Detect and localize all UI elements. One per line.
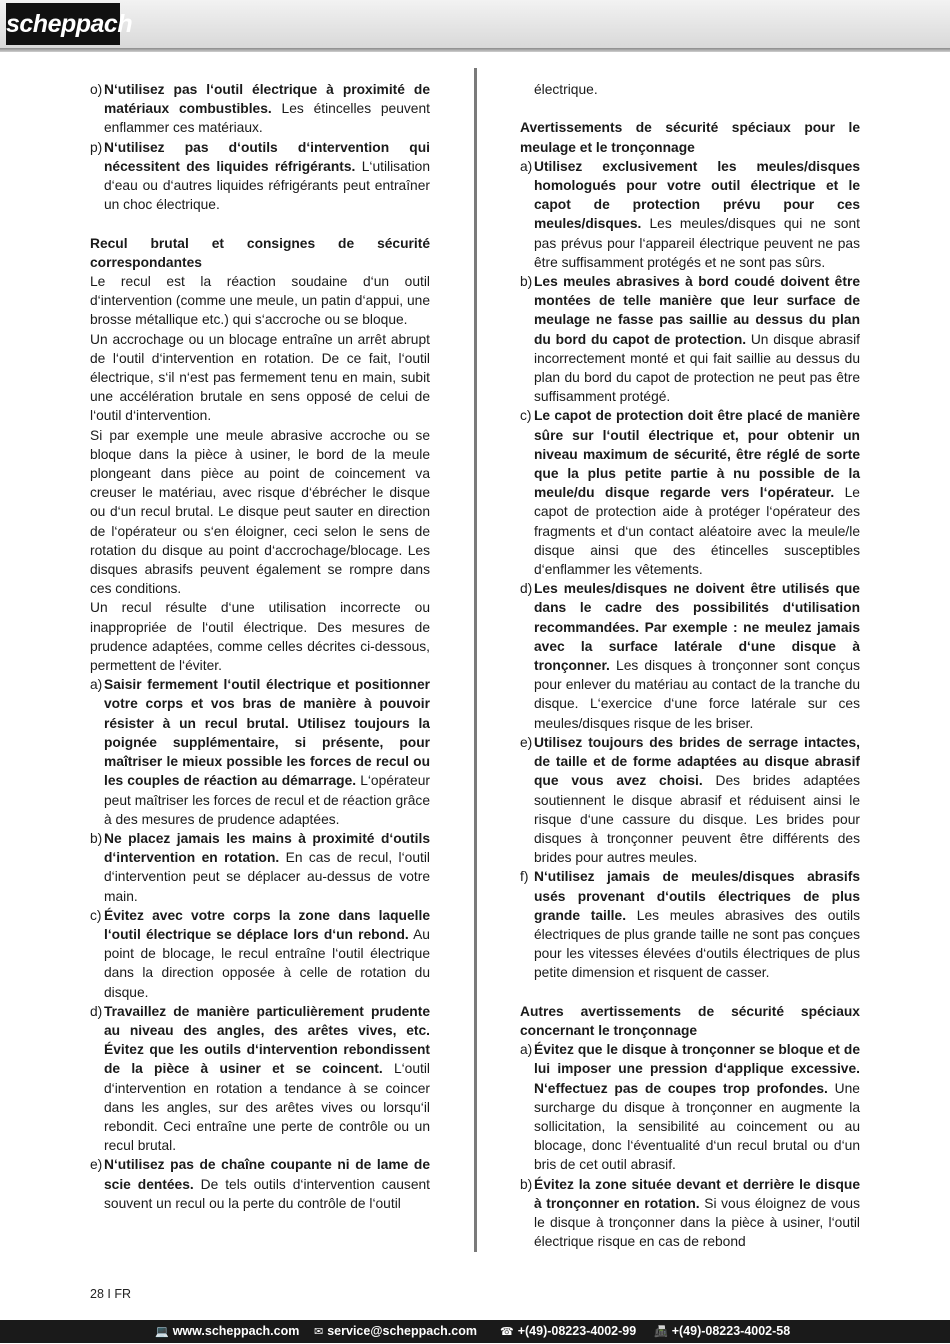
list-item-c [520,406,860,579]
phone-icon: ☎ [500,1326,514,1338]
list-label: e) [520,734,533,750]
item-bold-text: N‘utilisez pas d‘outils d‘intervention qui nécessitent des liquides réfrigérants. [104,139,430,174]
item-bold-text: N‘utilisez jamais de meules/disques abrasifs usés provenant d‘outils électriques de plus grande taille. [534,869,860,923]
item-bold-text: Évitez avec votre corps la zone dans laquelle l‘outil électrique se déplace lors d‘un rebond. [104,907,430,942]
item-bold-text: Les meules abrasives à bord coudé doivent être montées de telle manière que leur surface de meulage ne fasse pas saillie au dessus du plan du bord du capot de protection. [534,274,860,347]
item-text: L‘outil d‘intervention en rotation a tendance à se coincer dans les angles, sur des arêtes vives ou lorsqu‘il rebondit. Ceci entraîne une perte de contrôle ou un recul brutal. [104,1061,430,1154]
list-label: p) [90,139,103,155]
list-label: b) [90,830,103,846]
item-bold-text: N‘utilisez pas l‘outil électrique à proximité de matériaux combustibles. [104,82,430,117]
section-heading-meulage: Avertissements de sécurité spéciaux pour le meulage et le tronçonnage [520,120,860,155]
item-text: Au point de blocage, le recul entraîne l‘outil électrique dans la direction opposée à celle de rotation du disque. [104,926,430,1000]
list-label: a) [90,677,103,693]
footer-email[interactable] [314,1320,477,1344]
item-bold-text: Les meules/disques ne doivent être utilisés que dans le cadre des possibilités d‘utilisation recommandées. Par exemple : ne meulez jamais avec la surface latérale d‘une disque à tronçonner. [534,581,860,674]
list-item-c [90,906,430,1002]
item-text: En cas de recul, l‘outil d‘intervention peut se déplacer au-dessus de votre main. [104,850,430,904]
list-item-d [90,1002,430,1156]
item-text: Les meules abrasives des outils électriques de plus grande taille ne sont pas conçues pour les vitesses élevées d‘outils électriques de plus petite dimension et risquent de casser. [534,907,861,981]
item-bold-text: N‘utilisez pas de chaîne coupante ni de lame de scie dentées. [104,1157,430,1192]
footer-website-text: www.scheppach.com [172,1324,300,1338]
item-text: Si vous éloignez de vous le disque à tronçonner dans la pièce à usiner, l‘outil électrique risque en cas de rebond [534,1195,860,1250]
paragraph: Un recul résulte d‘une utilisation incorrecte ou inappropriée de l‘outil électrique. Des mesures de prudence adaptées, comme celles décrites ci-dessous, permettent de l‘éviter. [90,600,430,674]
continued-text: électrique. [534,82,598,97]
page-number: 28 I FR [90,1287,131,1301]
item-bold-text: Ne placez jamais les mains à proximité d‘outils d‘intervention en rotation. [104,830,430,866]
item-bold-text: Saisir fermement l‘outil électrique et positionner votre corps et vos bras de manière à pouvoir résister à un recul brutal. Utilisez toujours la poignée supplémentaire, si présente, pour maîtriser le mieux possible les forces de recul ou les couples de réaction au démarrage. [104,677,430,789]
list-label: e) [90,1157,103,1173]
left-column [90,80,430,1213]
item-bold-text: Travaillez de manière particulièrement prudente au niveau des angles, des arêtes vives, etc. Évitez que les outils d‘intervention rebondissent de la pièce à usiner et se coincent. [104,1003,430,1077]
item-bold-text: Évitez la zone située devant et derrière le disque à tronçonner en rotation. [534,1176,860,1211]
header-divider [0,48,950,52]
item-text: Le capot de protection aide à protéger l‘opérateur des fragments et d‘un contact aléatoire avec la meule/le disque ainsi que des étincelles susceptibles d‘enflammer les vêtements. [534,485,860,578]
fax-icon: 📠 [654,1326,668,1338]
section-heading-recul: Recul brutal et consignes de sécurité correspondantes [90,235,430,270]
item-text: Les meules/disques qui ne sont pas prévus pour l‘appareil électrique peuvent ne pas être suffisamment protégés et ne sont pas sûrs. [534,216,860,270]
paragraph: Si par exemple une meule abrasive accroche ou se bloque dans la pièce à usiner, le bord de la meule plongeant dans pièce au point de coincement va creuser le matériau, avec risque d‘ébrécher le disque ou d‘un recul brutal. Le disque peut sauter en direction de l‘opérateur ou s‘en éloigner, ceci selon le sens de rotation du disque au point d‘accrochage/blocage. Les disques abrasifs peuvent également se rompre dans ces conditions. [90,427,430,597]
list-item-a [520,157,860,272]
list-item-o [90,80,430,138]
paragraph: Un accrochage ou un blocage entraîne un arrêt abrupt de l‘outil d‘intervention en rotation. De ce fait, l‘outil électrique, s‘il n‘est pas fermement tenu en main, subit une accélération brutale en sens opposé de celui de l‘outil d‘intervention. [90,331,430,424]
item-text: De tels outils d‘intervention causent souvent un recul ou la perte du contrôle de l‘outil [104,1176,430,1211]
list-label: a) [520,1042,533,1058]
brand-logo: scheppach [6,3,120,45]
item-bold-text: Utilisez toujours des brides de serrage intactes, de taille et de forme adaptées au disque abrasif que vous avez choisi. [534,734,860,789]
item-text: Les étincelles peuvent enflammer ces matériaux. [104,101,430,136]
computer-icon: 💻 [155,1326,169,1338]
list-item-b [520,272,860,406]
item-text: Un disque abrasif incorrectement monté et qui fait saillie au dessus du plan du bord du capot de protection ne peut pas être suffisamment protégé. [534,331,860,405]
item-bold-text: Évitez que le disque à tronçonner se bloque et de lui imposer une pression d‘applique excessive. N‘effectuez pas de coupes trop profondes. [534,1042,860,1096]
list-item-f [520,867,860,982]
page-header [0,0,950,48]
list-item-e [90,1155,430,1213]
list-label: d) [90,1003,103,1019]
item-text: Une surcharge du disque à tronçonner en augmente la sollicitation, la sensibilité au coincement ou au blocage, donc l‘éventualité d‘un recul brutal ou d‘un bris de cet outil abrasif. [534,1080,860,1173]
list-item-p [90,138,430,215]
paragraph: Le recul est la réaction soudaine d‘un outil d‘intervention (comme une meule, un patin d‘appui, une brosse métallique etc.) qui s‘accroche ou se bloque. [90,274,430,328]
item-text: L‘utilisation d‘eau ou d‘autres liquides réfrigérants peut entraîner un choc électrique. [104,158,430,213]
list-label: b) [520,274,533,290]
list-label: c) [520,408,532,424]
footer-phone-text: +(49)-08223-4002-99 [517,1324,637,1338]
footer-phone[interactable] [500,1320,636,1344]
page-footer [0,1320,950,1343]
list-item-a [520,1040,860,1174]
list-item-b [520,1175,860,1252]
item-text: Des brides adaptées soutiennent le disque abrasif et réduisent ainsi le risque d‘une cassure du disque. Les brides pour disques à tronçonner peuvent être différents des brides pour autres meules. [534,773,860,866]
item-bold-text: Utilisez exclusivement les meules/disques homologués pour votre outil électrique et le capot de protection prévu pour ces meules/disques. [534,158,860,232]
footer-website[interactable] [155,1320,299,1344]
list-item-b [90,829,430,906]
list-label: f) [520,869,529,885]
mail-icon: ✉ [314,1326,324,1338]
section-heading-tronconnage: Autres avertissements de sécurité spéciaux concernant le tronçonnage [520,1003,860,1038]
list-label: c) [90,907,102,923]
item-text: L‘opérateur peut maîtriser les forces de recul et de réaction grâce à des mesures de prudence adaptées. [104,773,430,827]
list-label: o) [90,82,103,97]
footer-fax[interactable] [654,1320,790,1344]
right-column [520,80,860,1251]
footer-fax-text: +(49)-08223-4002-58 [671,1324,791,1338]
list-item-e [520,733,860,867]
column-divider [474,68,477,1252]
list-item-a [90,675,430,829]
list-label: a) [520,158,533,174]
footer-email-text: service@scheppach.com [327,1324,477,1338]
list-label: d) [520,581,533,597]
item-bold-text: Le capot de protection doit être placé de manière sûre sur l‘outil électrique et, pour obtenir un niveau maximum de sécurité, être réglé de sorte que la plus petite partie à nu possible de la meule/du disque regarde vers l‘opérateur. [534,408,860,501]
item-text: Les disques à tronçonner sont conçus pour enlever du matériau au contact de la tranche du disque. L‘exercice d‘une force latérale sur ces meules/disques risque de les briser. [534,658,860,731]
list-label: b) [520,1176,533,1192]
list-item-d [520,579,860,733]
